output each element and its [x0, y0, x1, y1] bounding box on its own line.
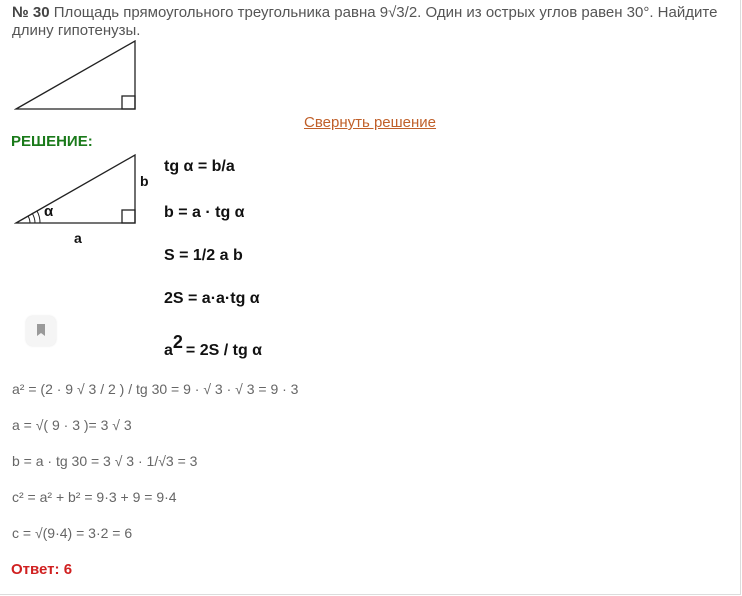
- side-b-label: b: [140, 173, 149, 189]
- formula-a-squared: [164, 332, 262, 360]
- solution-triangle: [14, 152, 138, 226]
- formula-a-exponent: 2: [172, 332, 183, 352]
- step-c-squared: c² = a² + b² = 9·3 + 9 = 9·4: [12, 489, 177, 505]
- step-a-squared: a² = (2 · 9 √ 3 / 2 ) / tg 30 = 9 · √ 3 · √ 3 = 9 · 3: [12, 381, 299, 397]
- step-a: a = √( 9 · 3 )= 3 √ 3: [12, 417, 132, 433]
- problem-number: № 30: [12, 4, 50, 21]
- formula-tangent: tg α = b/a: [164, 158, 235, 175]
- angle-alpha-label: α: [44, 203, 54, 220]
- formula-double-area: 2S = a·a·tg α: [164, 290, 260, 307]
- side-a-label: a: [74, 230, 82, 246]
- formula-a-base: a: [164, 342, 173, 359]
- problem-triangle-figure: [14, 40, 138, 117]
- answer: Ответ: 6: [11, 561, 73, 578]
- step-c: c = √(9·4) = 3·2 = 6: [12, 525, 133, 541]
- solution-heading: РЕШЕНИЕ:: [11, 133, 93, 150]
- bookmark-button[interactable]: [26, 316, 56, 346]
- problem-text: Площадь прямоугольного треугольника равна 9√3/2. Один из острых углов равен 30°. Найдите длину гипотенузы.: [12, 4, 718, 39]
- solution-triangle-figure: [14, 152, 149, 246]
- formula-area: S = 1/2 a b: [164, 247, 243, 264]
- bookmark-icon: [36, 324, 46, 337]
- formula-b: b = a · tg α: [164, 204, 245, 221]
- formula-a-rest: = 2S / tg α: [185, 342, 262, 359]
- step-b: b = a · tg 30 = 3 √ 3 · 1/√3 = 3: [12, 453, 198, 469]
- collapse-solution-link[interactable]: Свернуть решение: [304, 114, 437, 131]
- problem-statement: [12, 4, 732, 40]
- problem-triangle: [14, 40, 138, 112]
